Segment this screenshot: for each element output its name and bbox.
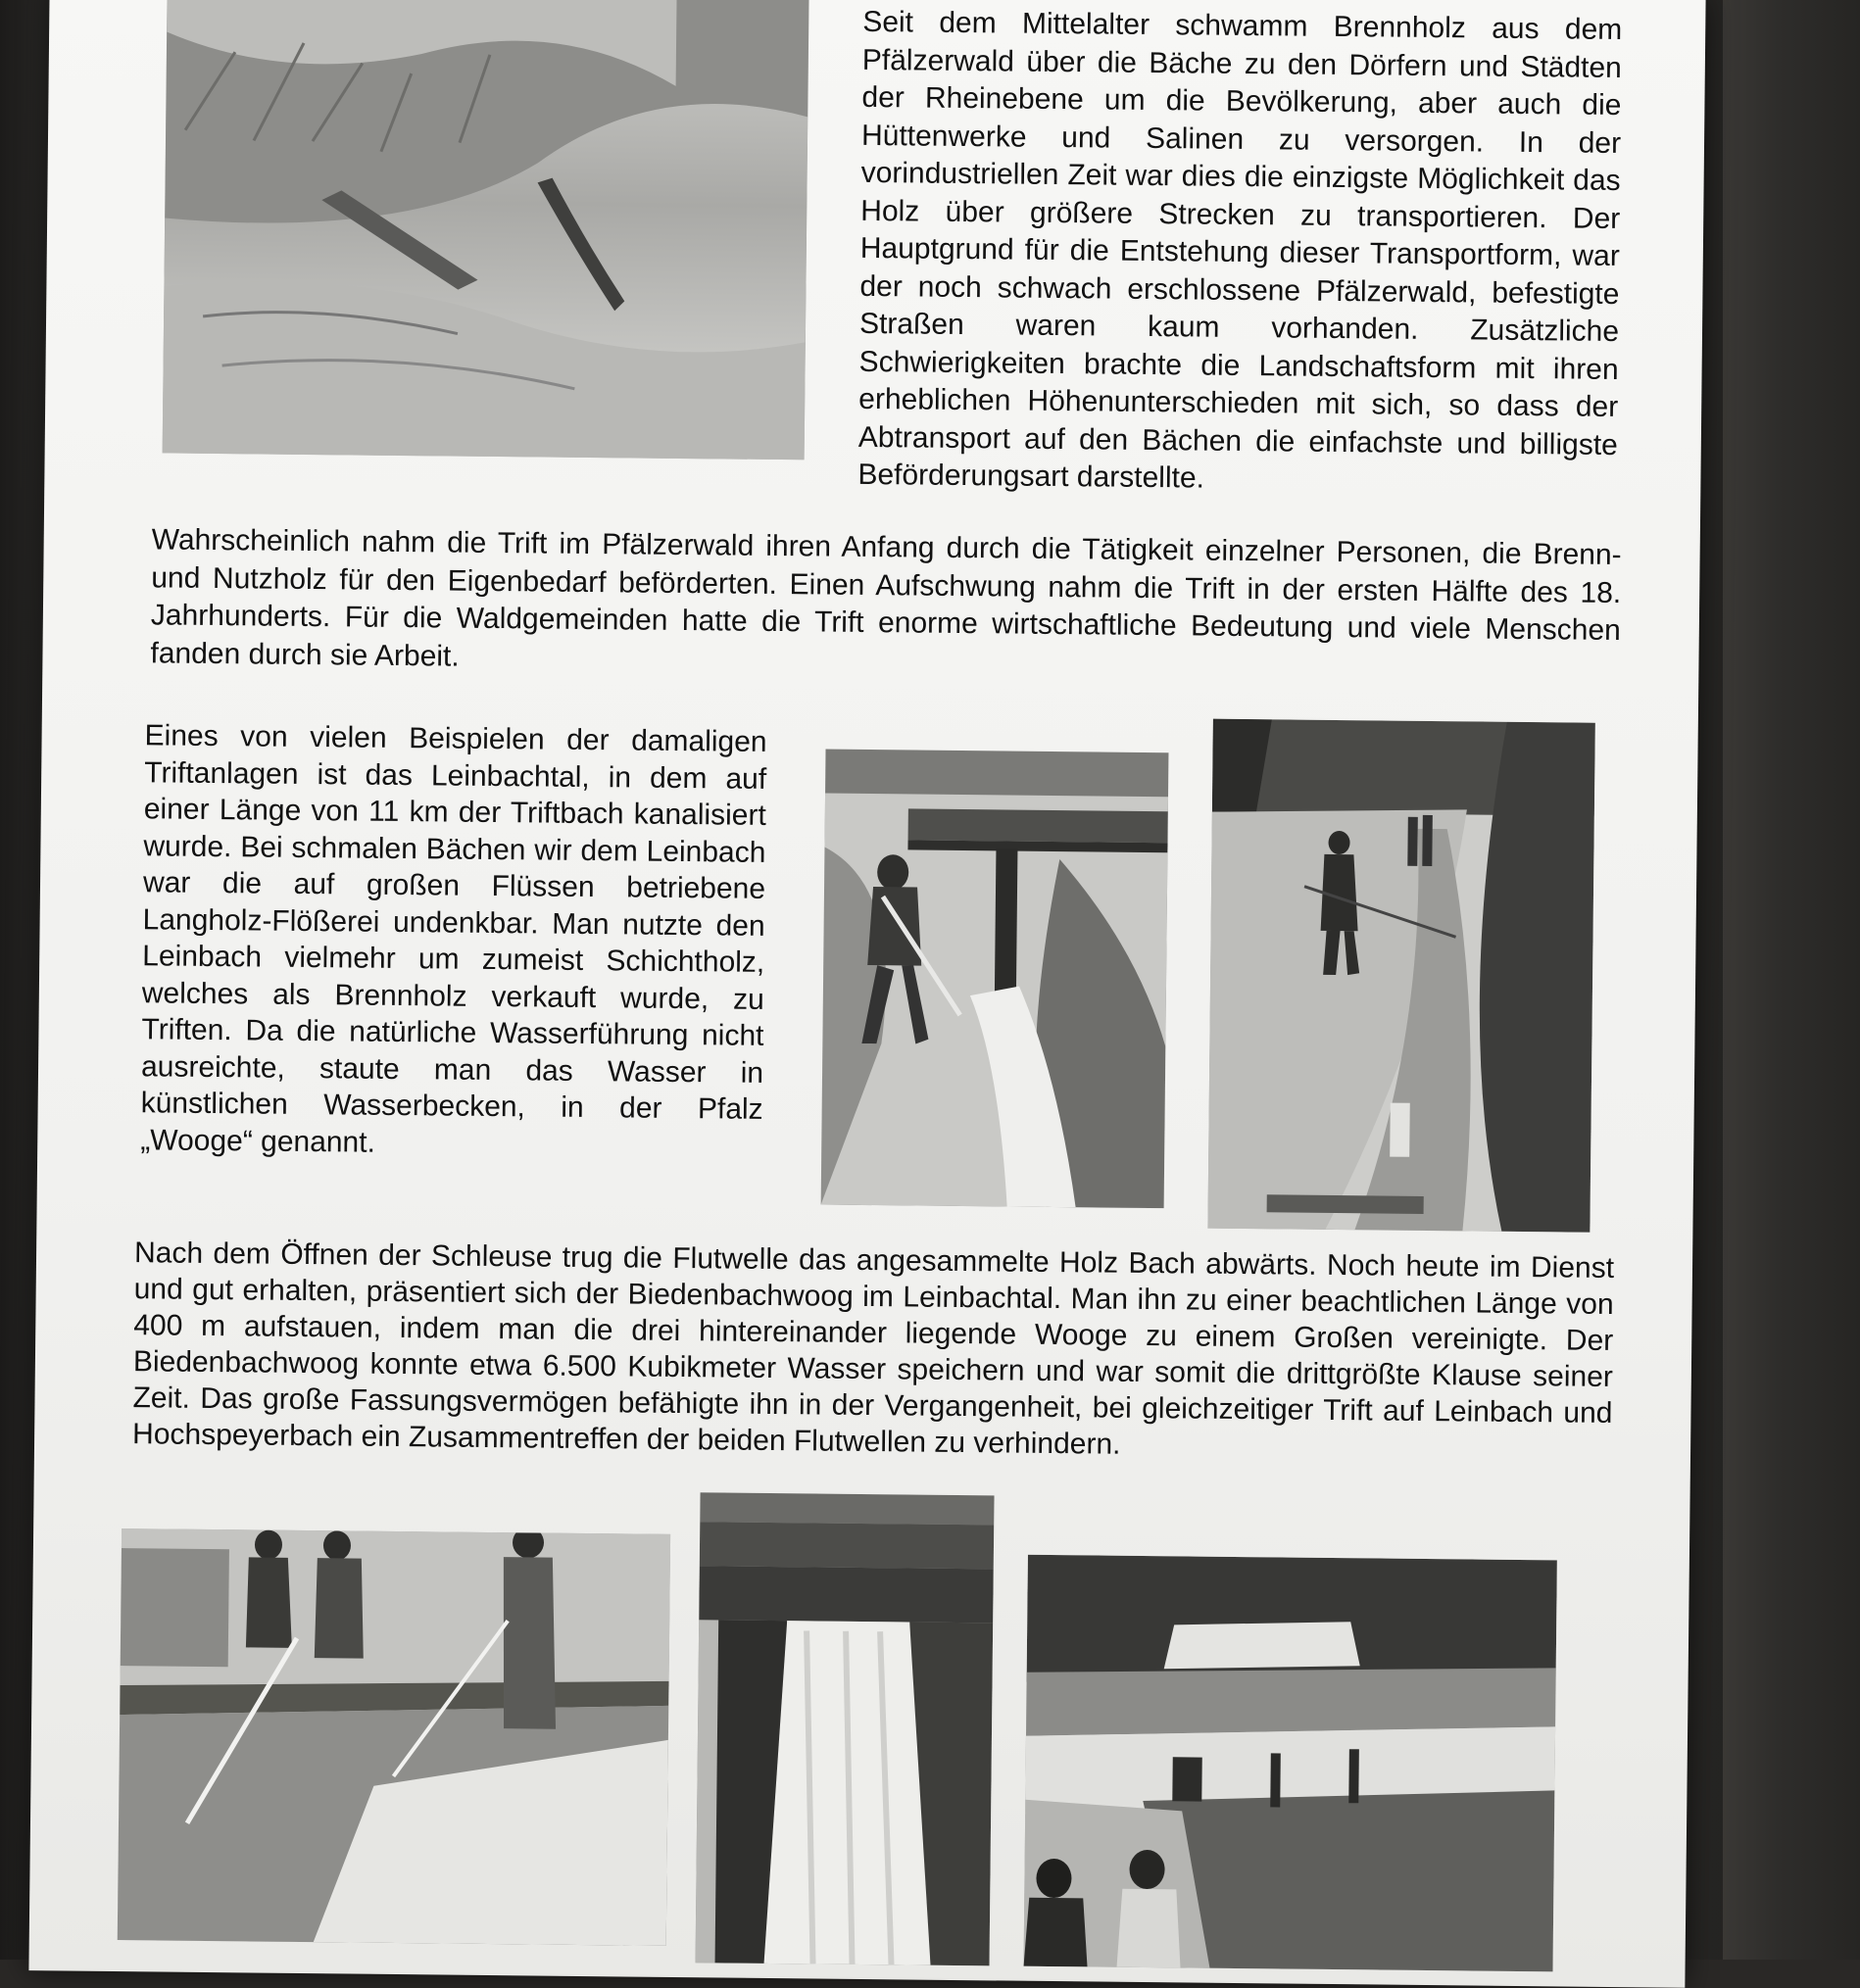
paragraph-leinbachtal [140,717,767,1165]
photo-canal-workers [1207,719,1594,1233]
photo-sluice-gate [696,1492,995,1965]
paragraph-leinbachtal-text: Eines von vielen Beispielen der damaligen Triftanlagen ist das Leinbachtal, in dem auf einer Länge von 11 km der Triftbach kanalisiert wurde. Bei schmalen Bächen wir dem Leinbach war die auf großen Flüssen betriebene Langholz-Flößerei undenkbar. Man nutzte den Leinbach vielmehr um zumeist Schichtholz, welches als Brennholz verkauft wurde, zu Triften. Da die natürliche Wasserführung nicht ausreichte, staute man das Wasser in künstlichen Wasserbecken, in der Pfalz „Wooge“ genannt. [140,719,767,1159]
info-panel [28,0,1705,1988]
paragraph-history-text: Wahrscheinlich nahm die Trift im Pfälzerwald ihren Anfang durch die Tätigkeit einzelner Personen, die Brenn- und Nutzholz für den Eigenbedarf beförderten. Einen Aufschwung nahm die Trift in der ersten Hälfte des 18. Jahrhunderts. Für die Waldgemeinden hatte die Trift enorme wirtschaftliche Bedeutung und viele Menschen fanden durch sie Arbeit. [150,523,1622,673]
paragraph-biedenbachwoog [132,1235,1614,1468]
paragraph-biedenbachwoog-text: Nach dem Öffnen der Schleuse trug die Flutwelle das angesammelte Holz Bach abwärts. Noch heute im Dienst und gut erhalten, präsentiert sich der Biedenbachwoog im Leinbachtal. Man ihn zu einer beachtlichen Länge von 400 m aufstauen, indem man die drei hintereinander liegende Wooge zu einem Großen vereinigte. Der Biedenbachwoog konnte etwa 6.500 Kubikmeter Wasser speichern und war somit die drittgrößte Klause seiner Zeit. Das große Fassungsvermögen befähigte ihn in der Vergangenheit, bei gleichzeitiger Trift auf Leinbach und Hochspeyerbach ein Zusammentreffen der beiden Flutwellen zu verhindern. [131,1236,1615,1461]
photo-stream-bank [163,0,809,460]
photo-woog-spectators [1024,1555,1557,1972]
photo-sluice-worker [821,750,1169,1209]
paragraph-history [150,521,1622,688]
paragraph-intro [857,4,1622,503]
photo-dam-workers [118,1528,670,1946]
paragraph-intro-text: Seit dem Mittelalter schwamm Brennholz aus dem Pfälzerwald über die Bäche zu den Dörfern und Städten der Rheinebene um die Bevölkerung, aber auch die Hüttenwerke und Salinen zu versorgen. In der vorindustriellen Zeit war dies die einzigste Möglichkeit das Holz über größere Strecken zu transportieren. Der Hauptgrund für die Entstehung dieser Transportform, war der noch schwach erschlossene Pfälzerwald, befestigte Straßen waren kaum vorhanden. Zusätzliche Schwierigkeiten brachte die Landschaftsform mit ihren erheblichen Höhenunterschieden mit sich, so dass der Abtransport auf den Bächen die einfachste und billigste Beförderungsart darstellte. [857,5,1623,495]
